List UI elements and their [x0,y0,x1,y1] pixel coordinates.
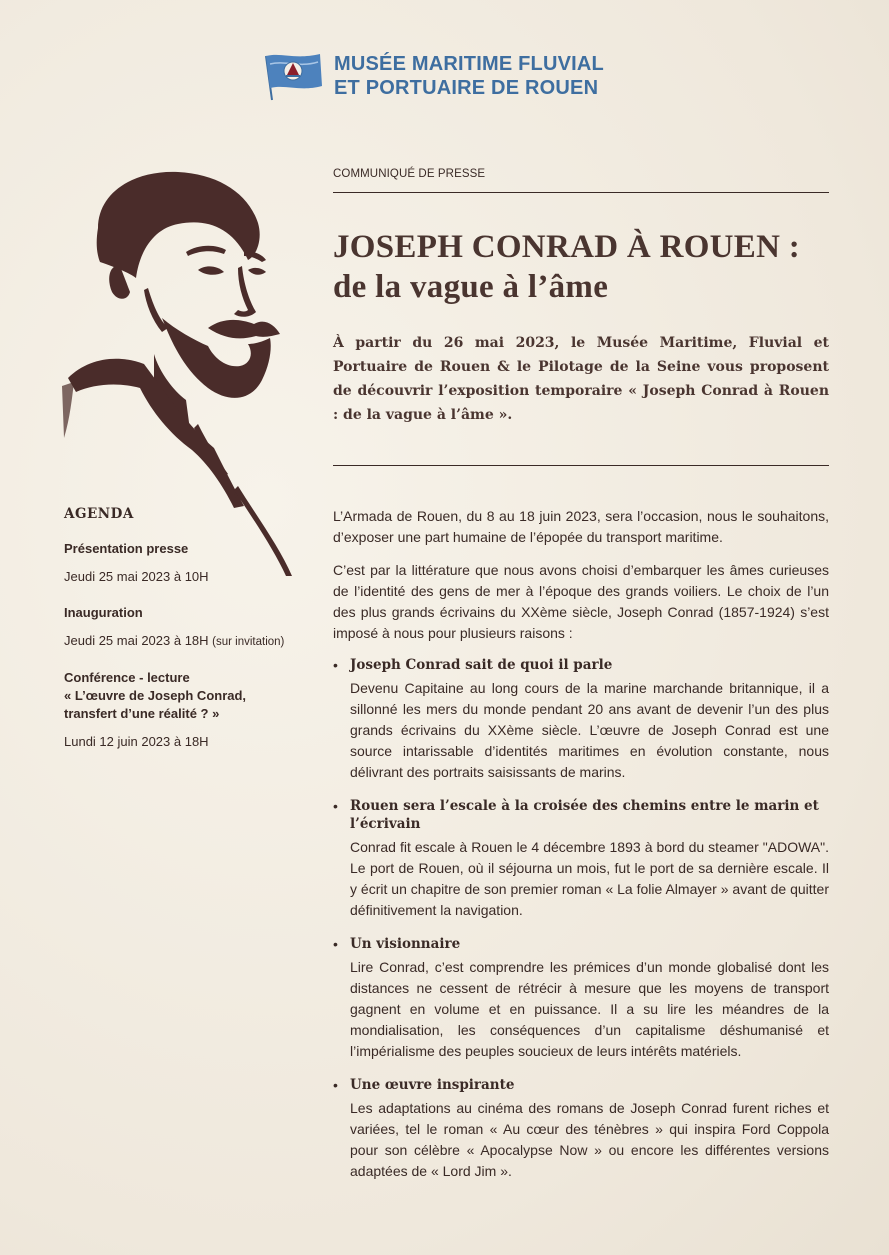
museum-header [260,50,604,104]
agenda-item-press [64,540,304,586]
museum-name-line2: ET PORTUAIRE DE ROUEN [334,77,599,99]
bullet-text: Devenu Capitaine au long cours de la marine marchande britannique, il a sillonné les mers du monde pendant 20 ans avant de devenir l’un des plus grands écrivains du XXème siècle. L’œuvre de Joseph Conrad est une source intarissable d’identités maritimes en évolution constante, nous délivrant des portraits saisissants de marins. [350,680,829,780]
agenda-item-subheading: « L’œuvre de Joseph Conrad, [64,688,247,703]
bullet-title: • Rouen sera l’escale à la croisée des chemins entre le marin et l’écrivain [350,798,819,832]
agenda-item-subheading: transfert d’une réalité ? » [64,706,220,721]
agenda-item-date-line [64,632,304,651]
bullet-item [333,1076,829,1182]
agenda-item-date: Jeudi 25 mai 2023 à 10H [64,569,209,584]
body-text [333,506,829,1196]
bullet-title: • Une œuvre inspirante [350,1077,515,1093]
museum-name-line1: MUSÉE MARITIME FLUVIAL [334,53,604,75]
intro-paragraph: À partir du 26 mai 2023, le Musée Maritime, Fluvial et Portuaire de Rouen & le Pilotage de la Seine vous proposent de découvrir l’exposition temporaire « Joseph Conrad à Rouen : de la vague à l’âme ». [333,335,829,423]
agenda-item-inauguration [64,604,304,651]
page-title [333,227,829,307]
agenda-item-conference [64,669,304,751]
page-title-line2: de la vague à l’âme [333,269,609,305]
divider [333,465,829,466]
body-paragraph: C’est par la littérature que nous avons choisi d’embarquer les âmes curieuses de l’identité des gens de mer à l’époque des grands voiliers. Le choix de l’un des plus grands écrivains du XXème siècle, Joseph Conrad (1857-1924) s’est imposé à nous pour plusieurs raisons : [333,562,829,641]
flag-logo-icon [260,50,326,104]
agenda-item-heading: Inauguration [64,605,143,620]
agenda-item-heading-group [64,669,304,723]
agenda-item-note: (sur invitation) [212,636,285,648]
bullet-text: Lire Conrad, c’est comprendre les prémices d’un monde globalisé dont les distances ne cessent de rétrécir à mesure que les moyens de transport gagnent en volume et en puissance. Il a su lire les méandres de la mondialisation, les conséquences d’un capitalisme déshumanisé et l’impérialisme des peuples soucieux de leurs intérêts matériels. [350,959,829,1059]
bullet-item [333,797,829,921]
agenda [64,506,304,769]
museum-name [334,52,604,100]
body-paragraph: L’Armada de Rouen, du 8 au 18 juin 2023, sera l’occasion, nous le souhaitons, d’exposer une part humaine de l’épopée du transport maritime. [333,508,829,545]
agenda-item-date: Jeudi 25 mai 2023 à 18H [64,633,209,648]
bullet-item [333,935,829,1062]
bullet-text: Les adaptations au cinéma des romans de Joseph Conrad furent riches et variées, tel le roman « Au cœur des ténèbres » qui inspira Ford Coppola pour son célèbre « Apocalypse Now » ou encore les différentes versions adaptées de « Lord Jim ». [350,1100,829,1179]
agenda-item-heading: Présentation presse [64,541,189,556]
agenda-item-heading: Conférence - lecture [64,670,190,685]
bullet-title: • Un visionnaire [350,936,461,952]
main-content [333,168,829,427]
bullet-text: Conrad fit escale à Rouen le 4 décembre 1893 à bord du steamer "ADOWA". Le port de Rouen, où il séjourna un mois, fut le port de sa dernière escale. Il y écrit un chapitre de son premier roman « La folie Almayer » avant de quitter définitivement la navigation. [350,839,829,918]
agenda-item-date: Lundi 12 juin 2023 à 18H [64,734,209,749]
press-release-kicker: COMMUNIQUÉ DE PRESSE [333,168,829,193]
bullet-title: • Joseph Conrad sait de quoi il parle [350,657,613,673]
page-title-line1: JOSEPH CONRAD À ROUEN : [333,229,801,265]
bullet-item [333,656,829,783]
agenda-title: AGENDA [64,506,134,522]
